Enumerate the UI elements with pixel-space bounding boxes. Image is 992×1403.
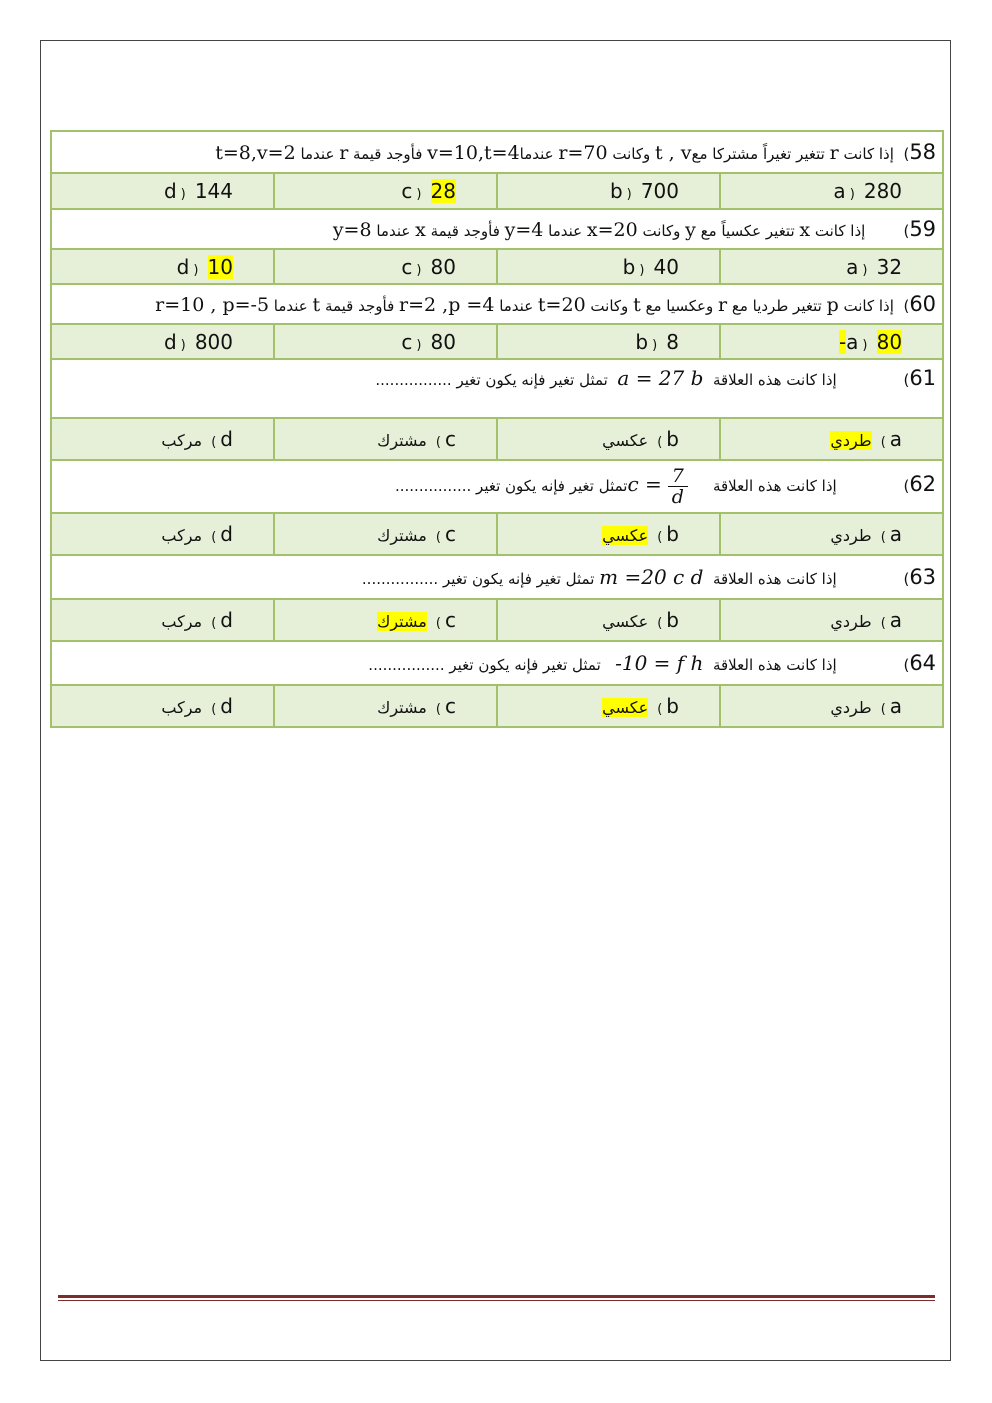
q-var: r <box>829 142 839 164</box>
option-b[interactable] <box>497 513 720 555</box>
option-a[interactable] <box>720 249 943 284</box>
option-label: c <box>401 254 413 279</box>
answer-blank: ................ <box>394 477 472 495</box>
q-var: r <box>339 142 349 164</box>
option-value: عكسي <box>602 431 649 450</box>
question-64 <box>51 641 943 685</box>
option-value: مشترك <box>377 698 427 717</box>
option-d[interactable] <box>51 599 274 641</box>
option-label: c <box>445 608 456 632</box>
q-text: عندما <box>295 145 340 163</box>
answer-row <box>51 249 943 284</box>
option-label: c <box>401 179 413 203</box>
q-var: x=20 <box>586 219 638 241</box>
questions-table <box>50 130 944 728</box>
option-label: d <box>220 608 233 632</box>
q-text: عندما <box>371 222 416 240</box>
option-value-highlighted: مشترك <box>377 612 427 631</box>
question-paren: ) <box>903 222 910 240</box>
q-var: r=2 ,p =4 <box>399 294 495 316</box>
q-text: إذا كانت هذه العلاقة <box>712 656 837 674</box>
q-var: y=8 <box>332 219 372 241</box>
question-number: 63 <box>909 565 937 589</box>
question-row <box>51 209 943 249</box>
option-value: مركب <box>161 431 203 450</box>
question-60 <box>51 284 943 324</box>
q-text: إذا كانت <box>838 145 894 163</box>
q-text: وعكسيا مع <box>640 297 718 315</box>
question-paren: ) <box>903 297 910 315</box>
q-var: x <box>799 219 811 241</box>
question-row <box>51 359 943 418</box>
option-label: d <box>176 254 190 279</box>
option-value: عكسي <box>602 612 649 631</box>
option-value: 700 <box>640 179 679 203</box>
option-label: d <box>163 179 177 203</box>
q-var: t <box>312 294 321 316</box>
question-paren: ) <box>903 570 910 588</box>
option-paren: ) <box>435 435 441 450</box>
answer-blank: ................ <box>368 656 445 674</box>
option-a[interactable] <box>720 324 943 359</box>
q-text: عندما <box>269 297 313 315</box>
option-c[interactable] <box>274 513 497 555</box>
footer-divider-thick <box>58 1295 935 1298</box>
option-label: a <box>846 329 859 354</box>
option-b[interactable] <box>497 249 720 284</box>
fraction <box>668 466 688 507</box>
q-text: وكانت <box>585 297 634 315</box>
option-paren: ) <box>180 337 186 353</box>
option-a[interactable] <box>720 513 943 555</box>
option-value: مركب <box>161 526 203 545</box>
option-paren: ) <box>416 187 422 202</box>
question-59 <box>51 209 943 249</box>
option-value-highlighted: عكسي <box>602 526 649 545</box>
question-58 <box>51 131 943 173</box>
q-text: فأوجد قيمة <box>348 145 428 163</box>
option-label: d <box>220 522 233 546</box>
answer-row <box>51 599 943 641</box>
answer-row <box>51 324 943 359</box>
option-label: d <box>220 427 233 451</box>
q-var: t=20 <box>537 294 586 316</box>
answer-row <box>51 418 943 460</box>
option-label: b <box>609 179 623 203</box>
option-paren: ) <box>880 530 886 545</box>
option-paren: ) <box>862 262 868 278</box>
option-paren: ) <box>211 702 217 717</box>
option-b[interactable] <box>497 685 720 727</box>
option-paren: ) <box>652 337 658 353</box>
q-equation: -10 = f h <box>615 651 704 675</box>
q-text: تمثل تغير فإنه يكون تغير <box>444 656 601 674</box>
question-number: 64 <box>909 651 937 675</box>
q-equation: m =20 c d <box>599 565 704 589</box>
q-var: y <box>685 219 696 241</box>
q-var: r=70 <box>558 142 608 164</box>
q-text: عندما <box>494 297 538 315</box>
option-value: 280 <box>863 179 903 203</box>
question-paren: ) <box>903 371 910 389</box>
question-number: 61 <box>909 366 937 390</box>
option-b[interactable] <box>497 324 720 359</box>
option-label: a <box>889 694 903 718</box>
answer-row <box>51 685 943 727</box>
q-text: تتغير طرديا مع <box>727 297 827 315</box>
option-paren: ) <box>657 530 663 545</box>
option-paren: ) <box>416 337 422 353</box>
option-value: مشترك <box>377 526 427 545</box>
q-text: إذا كانت هذه العلاقة <box>712 477 837 495</box>
option-label: d <box>163 329 177 354</box>
option-label: a <box>889 427 903 451</box>
option-value-highlighted: عكسي <box>602 698 649 717</box>
option-c[interactable] <box>274 173 497 209</box>
option-value-highlighted: طردي <box>830 431 872 450</box>
q-var: t , v <box>654 142 692 164</box>
q-text: تمثل تغير فإنه يكون تغير <box>438 570 595 588</box>
q-text: تتغير تغيراً مشتركا مع <box>691 145 830 163</box>
option-paren: ) <box>657 616 663 631</box>
option-value: 80 <box>430 329 456 354</box>
q-text: إذا كانت هذه العلاقة <box>712 371 837 389</box>
option-a[interactable] <box>720 418 943 460</box>
option-paren: ) <box>435 616 441 631</box>
option-value-highlighted: 28 <box>430 179 456 203</box>
option-label: d <box>220 694 233 718</box>
option-paren: ) <box>880 702 886 717</box>
q-text: عندما <box>543 222 587 240</box>
option-b[interactable] <box>497 599 720 641</box>
q-var: p <box>826 294 839 316</box>
question-number: 58 <box>909 140 937 164</box>
option-value: 8 <box>666 329 679 354</box>
option-paren: ) <box>416 262 422 278</box>
option-value-highlighted: 10 <box>207 254 233 279</box>
question-number: 59 <box>909 217 937 241</box>
fraction-numerator: 7 <box>668 466 688 487</box>
q-text: فأوجد قيمة <box>425 222 505 240</box>
question-number: 60 <box>909 292 937 316</box>
option-label: b <box>635 329 649 354</box>
q-text: وكانت <box>637 222 686 240</box>
option-paren: ) <box>626 187 632 202</box>
q-text: إذا كانت هذه العلاقة <box>712 570 837 588</box>
option-paren: ) <box>657 702 663 717</box>
option-paren: ) <box>180 187 186 202</box>
option-label: a <box>889 522 903 546</box>
q-text: تتغير عكسياً مع <box>695 222 800 240</box>
q-text: إذا كانت <box>838 297 894 315</box>
option-value: 800 <box>194 329 233 354</box>
option-value: 40 <box>653 254 679 279</box>
option-paren: ) <box>880 435 886 450</box>
option-b[interactable] <box>497 173 720 209</box>
option-value: طردي <box>830 612 872 631</box>
option-c[interactable] <box>274 685 497 727</box>
q-var: t=8,v=2 <box>215 142 296 164</box>
option-paren: ) <box>862 337 868 353</box>
q-text: فأوجد قيمة <box>320 297 400 315</box>
option-paren: ) <box>193 262 199 278</box>
option-paren: ) <box>639 262 645 278</box>
option-d[interactable] <box>51 513 274 555</box>
option-a[interactable] <box>720 599 943 641</box>
question-62 <box>51 460 943 513</box>
option-paren: ) <box>435 702 441 717</box>
option-value: طردي <box>830 526 872 545</box>
option-value-highlighted: 80- <box>838 329 903 354</box>
footer-divider-thin <box>58 1300 935 1301</box>
option-d[interactable] <box>51 173 274 209</box>
q-text: عندما <box>519 145 559 163</box>
option-value: 32 <box>876 254 903 279</box>
option-paren: ) <box>880 616 886 631</box>
option-value: مركب <box>161 612 203 631</box>
question-row <box>51 641 943 685</box>
option-label: c <box>445 694 456 718</box>
q-var: x <box>415 219 426 241</box>
q-var: r <box>717 294 728 316</box>
q-equation: a = 27 b <box>617 366 704 390</box>
option-d[interactable] <box>51 249 274 284</box>
question-number: 62 <box>909 472 937 496</box>
question-row <box>51 131 943 173</box>
answer-row <box>51 513 943 555</box>
option-c[interactable] <box>274 324 497 359</box>
option-value: طردي <box>830 698 872 717</box>
q-equation <box>627 465 693 508</box>
option-value: مركب <box>161 698 203 717</box>
option-a[interactable] <box>720 685 943 727</box>
option-label: a <box>846 254 859 279</box>
option-paren: ) <box>211 530 217 545</box>
option-a[interactable] <box>720 173 943 209</box>
option-paren: ) <box>435 530 441 545</box>
option-value: 144 <box>194 179 233 203</box>
question-63 <box>51 555 943 599</box>
option-label: c <box>445 522 456 546</box>
option-paren: ) <box>211 435 217 450</box>
q-var: v=10,t=4 <box>427 142 520 164</box>
option-label: c <box>445 427 456 451</box>
q-text: وكانت <box>607 145 655 163</box>
option-b[interactable] <box>497 418 720 460</box>
option-d[interactable] <box>51 324 274 359</box>
q-text: تمثل تغير فإنه يكون تغير <box>471 477 628 495</box>
option-c[interactable] <box>274 599 497 641</box>
fraction-denominator: d <box>671 486 684 508</box>
question-paren: ) <box>903 656 910 674</box>
question-61 <box>51 359 943 418</box>
q-var: t <box>633 294 641 316</box>
q-text: إذا كانت <box>810 222 866 240</box>
option-label: b <box>666 522 679 546</box>
option-label: b <box>666 427 679 451</box>
question-row <box>51 284 943 324</box>
question-paren: ) <box>903 477 910 495</box>
option-label: b <box>666 694 679 718</box>
option-d[interactable] <box>51 418 274 460</box>
question-paren: ) <box>903 145 910 163</box>
option-label: c <box>401 329 413 354</box>
option-value: مشترك <box>377 431 427 450</box>
q-var: y=4 <box>504 219 544 241</box>
option-c[interactable] <box>274 249 497 284</box>
option-label: a <box>833 179 846 203</box>
option-c[interactable] <box>274 418 497 460</box>
option-paren: ) <box>657 435 663 450</box>
q-var: r=10 , p=-5 <box>155 294 270 316</box>
eq-left: c = <box>627 472 662 496</box>
option-label: b <box>622 254 636 279</box>
option-label: a <box>889 608 903 632</box>
option-d[interactable] <box>51 685 274 727</box>
q-text: تمثل تغير فإنه يكون تغير <box>451 371 608 389</box>
answer-blank: ................ <box>361 570 439 588</box>
answer-blank: ................ <box>375 371 452 389</box>
option-paren: ) <box>849 187 855 202</box>
option-label: b <box>666 608 679 632</box>
question-row <box>51 555 943 599</box>
option-value: 80 <box>430 254 456 279</box>
question-row <box>51 460 943 513</box>
option-paren: ) <box>211 616 217 631</box>
answer-row <box>51 173 943 209</box>
